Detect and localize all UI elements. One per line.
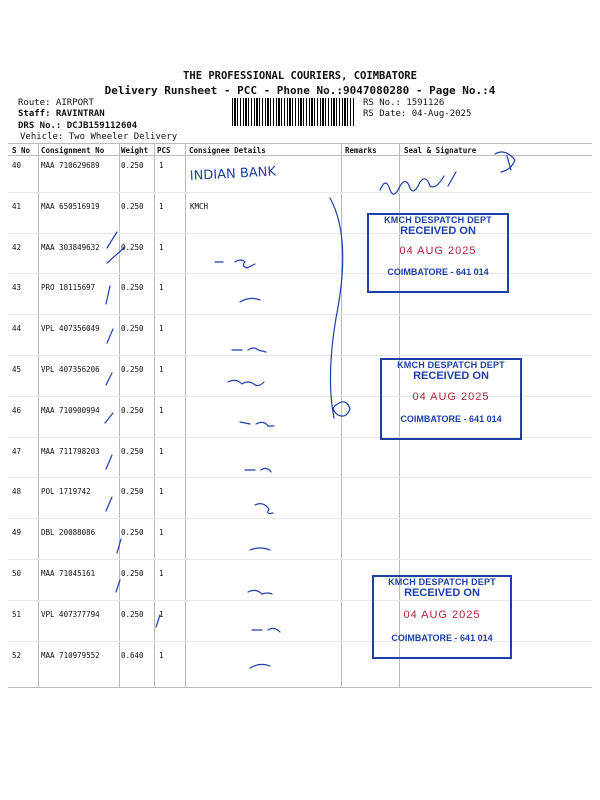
row-weight: 0.250 (121, 487, 144, 497)
stamp-dept: KMCH DESPATCH DEPT (388, 577, 496, 587)
row-weight: 0.250 (121, 242, 144, 252)
row-weight: 0.250 (121, 283, 144, 293)
row-consignment: MAA 710629689 (41, 161, 100, 170)
pen-stroke (333, 402, 350, 416)
receiver-mark (215, 260, 255, 268)
receiver-mark (240, 422, 274, 426)
signature-scribble (495, 152, 515, 172)
row-consignment: PRO 18115697 (41, 283, 96, 293)
rs-date: RS Date: 04-Aug-2025 (363, 109, 472, 119)
row-sno: 41 (12, 201, 22, 211)
row-pcs: 1 (159, 405, 164, 415)
pen-stroke (330, 198, 343, 418)
row-consignment: VPL 407356049 (41, 324, 100, 334)
tick-mark (106, 455, 112, 469)
vehicle-label: Vehicle: Two Wheeler Delivery (20, 132, 178, 142)
row-consignment: VPL 407356206 (41, 365, 100, 374)
row-consignment: DBL 20088086 (41, 528, 96, 538)
stamp-city: COIMBATORE - 641 014 (387, 267, 489, 277)
row-sno: 49 (12, 528, 22, 538)
receiver-mark (245, 468, 271, 472)
row-sno: 45 (12, 365, 22, 374)
receiver-mark (240, 298, 260, 302)
tick-mark (156, 615, 160, 627)
tick-mark (105, 413, 113, 423)
row-pcs: 1 (159, 569, 164, 578)
col-header-sno: S No (12, 146, 31, 155)
col-header-consignment: Consignment No (41, 146, 105, 155)
stamp-date: 04 AUG 2025 (403, 609, 481, 621)
consignee-handwritten-name: INDIAN BANK (189, 164, 277, 184)
tick-mark (116, 580, 120, 592)
stamp-received: RECEIVED ON (413, 370, 489, 382)
row-consignment: POL 1719742 (41, 487, 91, 497)
received-stamp (380, 358, 522, 440)
receiver-mark (252, 628, 280, 632)
row-sno: 51 (12, 609, 22, 619)
received-stamp (372, 575, 512, 659)
col-header-consignee: Consignee Details (189, 146, 266, 155)
row-sno: 47 (12, 446, 22, 456)
row-weight: 0.250 (121, 569, 144, 578)
receiver-mark (228, 380, 264, 385)
receiver-mark (250, 548, 270, 550)
runsheet-subtitle: Delivery Runsheet - PCC - Phone No.:9047080280 - Page No.:4 (104, 84, 496, 97)
tick-mark (107, 232, 117, 248)
row-weight: 0.250 (121, 609, 144, 619)
row-consignment: MAA 71045161 (41, 569, 96, 578)
tick-mark (106, 497, 112, 511)
signature-scribble (380, 172, 456, 194)
row-sno: 48 (12, 487, 22, 497)
row-pcs: 1 (159, 650, 164, 660)
drs-number: DRS No.: DCJB159112604 (18, 121, 138, 131)
row-pcs: 1 (159, 446, 164, 456)
receiver-mark (232, 348, 266, 352)
company-title: THE PROFESSIONAL COURIERS, COIMBATORE (183, 70, 417, 82)
row-pcs: 1 (159, 201, 164, 211)
stamp-city: COIMBATORE - 641 014 (391, 633, 493, 643)
stamp-city: COIMBATORE - 641 014 (400, 414, 502, 424)
receiver-mark (248, 590, 272, 594)
row-sno: 52 (12, 650, 22, 660)
row-consignment: MAA 711798203 (41, 446, 100, 456)
row-sno: 43 (12, 283, 22, 293)
row-weight: 0.250 (121, 365, 144, 374)
row-pcs: 1 (159, 365, 164, 374)
row-weight: 0.250 (121, 324, 144, 334)
stamp-dept: KMCH DESPATCH DEPT (384, 215, 492, 225)
row-pcs: 1 (159, 324, 164, 334)
stamp-date: 04 AUG 2025 (412, 391, 490, 403)
col-header-pcs: PCS (157, 146, 171, 155)
tick-mark (106, 286, 110, 304)
row-consignee: KMCH (190, 201, 209, 211)
row-weight: 0.640 (121, 650, 144, 660)
row-consignment: VPL 407377794 (41, 609, 100, 619)
staff-label: Staff: RAVINTRAN (18, 109, 105, 119)
row-consignment: MAA 650516919 (41, 201, 100, 211)
stamp-date: 04 AUG 2025 (399, 245, 477, 257)
row-pcs: 1 (159, 161, 164, 170)
row-consignment: MAA 303849632 (41, 242, 100, 252)
col-header-seal: Seal & Signature (404, 146, 477, 155)
row-weight: 0.250 (121, 405, 144, 415)
row-weight: 0.250 (121, 201, 144, 211)
row-weight: 0.250 (121, 161, 144, 170)
col-header-remarks: Remarks (345, 146, 377, 155)
row-sno: 40 (12, 161, 22, 170)
row-weight: 0.250 (121, 528, 144, 538)
row-pcs: 1 (159, 283, 164, 293)
received-stamp (367, 213, 509, 293)
row-pcs: 1 (159, 487, 164, 497)
col-header-weight: Weight (121, 146, 149, 155)
tick-mark (106, 373, 112, 385)
route-label: Route: AIRPORT (18, 98, 94, 108)
receiver-mark (250, 664, 270, 668)
row-pcs: 1 (159, 242, 164, 252)
row-sno: 44 (12, 324, 22, 334)
row-sno: 42 (12, 242, 22, 252)
stamp-received: RECEIVED ON (400, 225, 476, 237)
tick-mark (107, 329, 113, 343)
row-sno: 46 (12, 405, 22, 415)
row-consignment: MAA 710900994 (41, 405, 100, 415)
stamp-dept: KMCH DESPATCH DEPT (397, 360, 505, 370)
row-weight: 0.250 (121, 446, 144, 456)
tick-mark (107, 247, 125, 263)
stamp-received: RECEIVED ON (404, 587, 480, 599)
tick-mark (117, 539, 121, 553)
receiver-mark (255, 504, 273, 514)
row-sno: 50 (12, 569, 22, 578)
row-consignment: MAA 710979552 (41, 650, 100, 660)
row-pcs: 1 (159, 528, 164, 538)
rs-number: RS No.: 1591126 (363, 98, 445, 108)
row-pcs: 1 (159, 609, 164, 619)
